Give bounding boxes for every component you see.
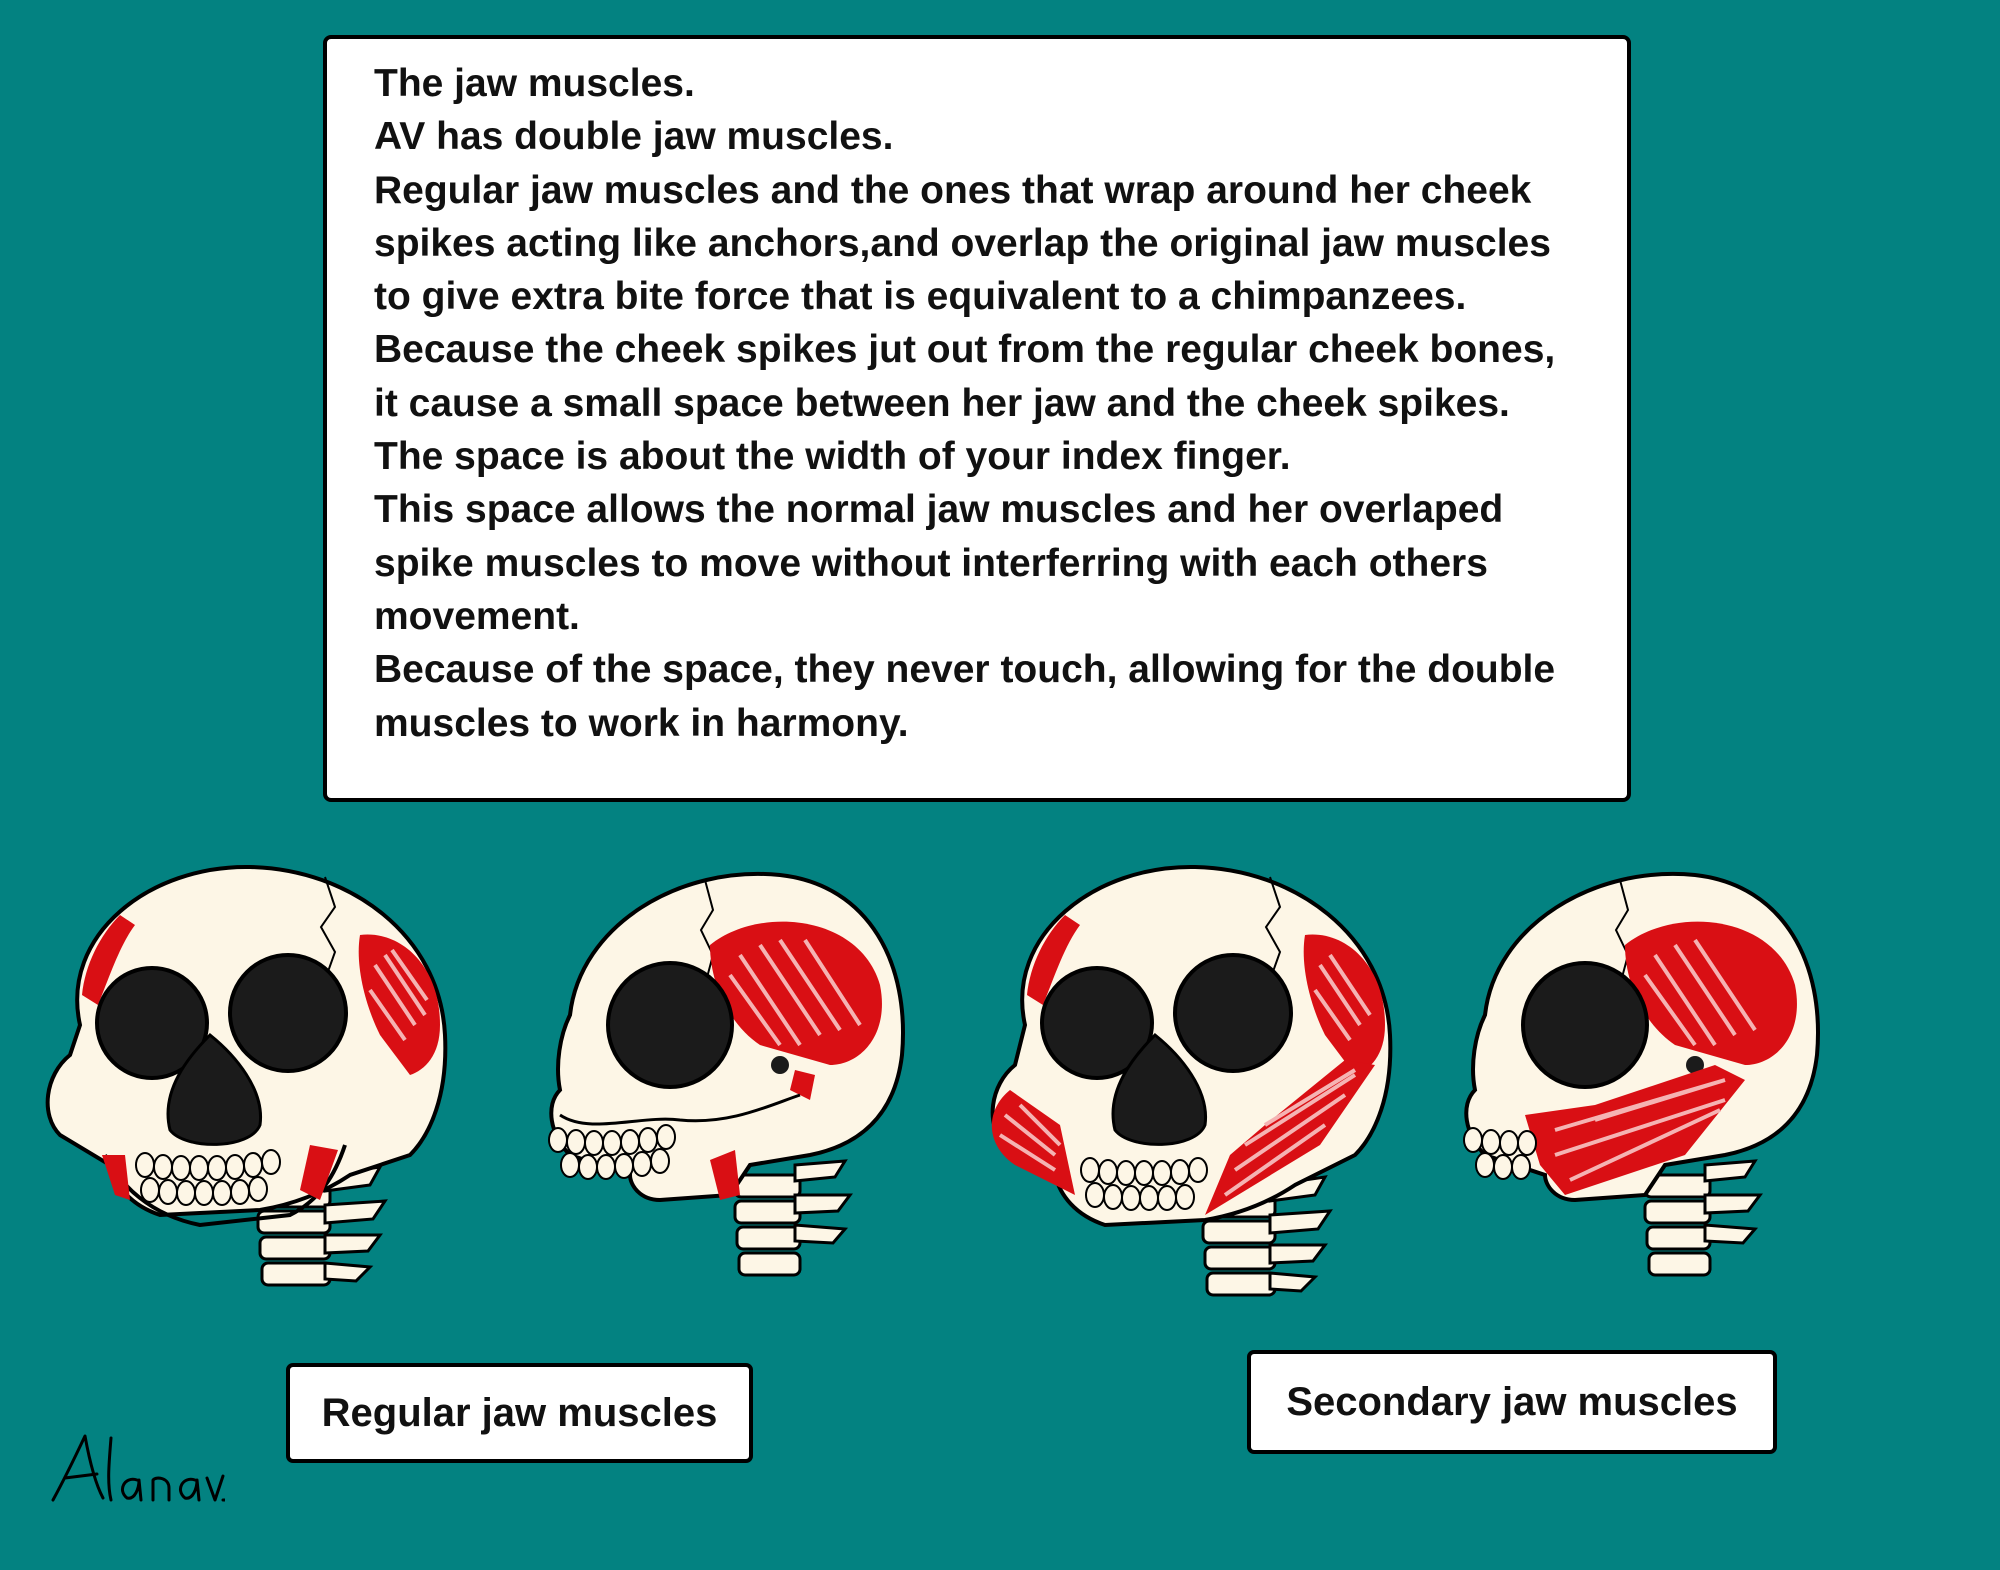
eye-socket: [1523, 963, 1647, 1087]
description-line: AV has double jaw muscles.: [374, 115, 894, 159]
skull-side-secondary-muscles: [1445, 865, 1845, 1305]
spine: [1645, 1161, 1760, 1275]
spine: [735, 1161, 850, 1275]
skull-side-regular-muscles: [530, 865, 930, 1305]
label-secondary-jaw-muscles: Secondary jaw muscles: [1247, 1350, 1777, 1454]
description-line: to give extra bite force that is equivalent to a chimpanzees.: [374, 275, 1467, 319]
description-line: The jaw muscles.: [374, 62, 695, 105]
description-line: spikes acting like anchors,and overlap the original jaw muscles: [374, 221, 1551, 265]
description-line: spike muscles to move without interferring with each others: [374, 541, 1488, 585]
skull-front-secondary-muscles: [965, 855, 1415, 1315]
skull-front-regular-muscles: [20, 855, 470, 1315]
description-line: Because the cheek spikes jut out from the regular cheek bones,: [374, 328, 1556, 372]
ear-hole: [771, 1056, 789, 1074]
description-line: muscles to work in harmony.: [374, 701, 909, 745]
description-line: The space is about the width of your index finger.: [374, 435, 1291, 479]
artist-signature: [45, 1428, 225, 1518]
description-line: This space allows the normal jaw muscles and her overlaped: [374, 488, 1504, 532]
label-regular-jaw-muscles: Regular jaw muscles: [286, 1363, 753, 1463]
description-line: Regular jaw muscles and the ones that wrap around her cheek: [374, 168, 1532, 212]
eye-socket: [608, 963, 732, 1087]
description-panel: [323, 35, 1631, 802]
description-line: Because of the space, they never touch, allowing for the double: [374, 648, 1556, 692]
description-line: movement.: [374, 594, 580, 638]
eye-socket: [1175, 955, 1291, 1071]
description-line: it cause a small space between her jaw and the cheek spikes.: [374, 381, 1510, 425]
eye-socket: [230, 955, 346, 1071]
